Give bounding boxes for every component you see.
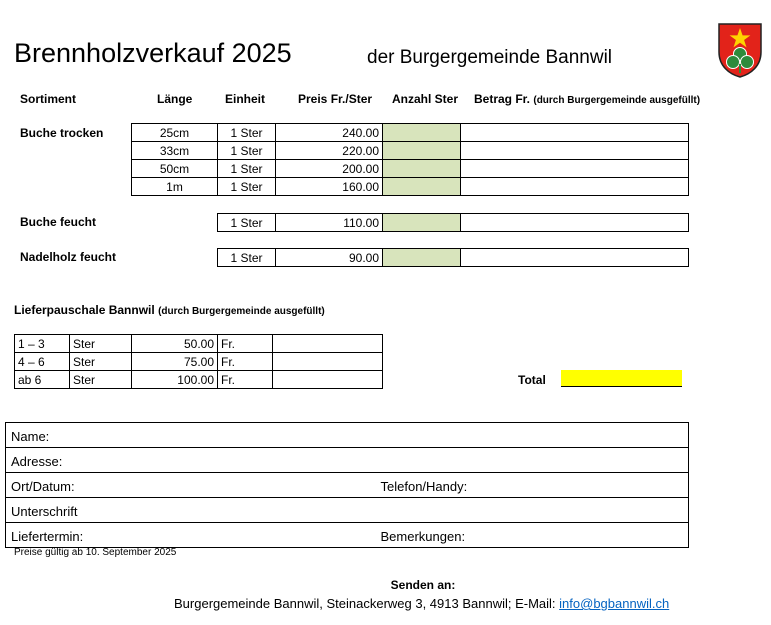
price-cell: 50.00: [132, 335, 218, 353]
laenge-cell: 25cm: [132, 124, 218, 142]
laenge-cell: 50cm: [132, 160, 218, 178]
col-header-anzahl: Anzahl Ster: [392, 92, 459, 106]
email-link[interactable]: info@bgbannwil.ch: [559, 596, 670, 611]
unit-cell: Ster: [70, 371, 132, 389]
currency-cell: Fr.: [218, 353, 273, 371]
laenge-cell: 33cm: [132, 142, 218, 160]
einheit-cell: 1 Ster: [218, 142, 276, 160]
buche-feucht-table: [217, 213, 689, 232]
table-row: [15, 371, 383, 389]
anzahl-input-cell[interactable]: [383, 249, 461, 267]
col-header-preis: Preis Fr./Ster: [298, 92, 373, 106]
col-header-betrag: [474, 92, 700, 106]
preis-cell: 200.00: [276, 160, 383, 178]
range-cell: 4 – 6: [15, 353, 70, 371]
total-label: Total: [518, 373, 546, 387]
einheit-cell: 1 Ster: [218, 249, 276, 267]
page-title: Brennholzverkauf 2025: [14, 38, 292, 68]
lieferpauschale-table: [14, 334, 383, 389]
unterschrift-field-extension[interactable]: [376, 498, 689, 523]
price-cell: 75.00: [132, 353, 218, 371]
table-row: [15, 353, 383, 371]
betrag-cell: [461, 178, 689, 196]
adresse-field-extension[interactable]: [376, 448, 689, 473]
buche-feucht-label: Buche feucht: [20, 215, 97, 229]
nadelholz-feucht-table: [217, 248, 689, 267]
lieferpauschale-title: [14, 303, 325, 317]
preis-cell: 90.00: [276, 249, 383, 267]
anzahl-input-cell[interactable]: [383, 142, 461, 160]
currency-cell: Fr.: [218, 371, 273, 389]
table-row: [132, 160, 689, 178]
telefon-field[interactable]: Telefon/Handy:: [376, 473, 689, 498]
col-header-sortiment: Sortiment: [20, 92, 77, 106]
form-row: [6, 448, 689, 473]
betrag-cell: [461, 160, 689, 178]
bemerkungen-field[interactable]: Bemerkungen:: [376, 523, 689, 548]
liefertermin-field[interactable]: Liefertermin:: [6, 523, 376, 548]
table-row: [15, 335, 383, 353]
address-text: Burgergemeinde Bannwil, Steinackerweg 3, 4913 Bannwil; E-Mail:: [174, 596, 560, 611]
price-cell: 100.00: [132, 371, 218, 389]
anzahl-input-cell[interactable]: [383, 124, 461, 142]
form-row: [6, 423, 689, 448]
send-to-label: Senden an:: [390, 578, 456, 592]
laenge-cell: 1m: [132, 178, 218, 196]
betrag-cell: [461, 124, 689, 142]
col-header-betrag-label: Betrag Fr.: [474, 92, 531, 106]
coat-of-arms-icon: [717, 22, 763, 78]
table-row: [218, 214, 689, 232]
betrag-cell: [461, 249, 689, 267]
col-header-einheit: Einheit: [225, 92, 266, 106]
name-field-extension[interactable]: [376, 423, 689, 448]
page-subtitle: der Burgergemeinde Bannwil: [367, 47, 613, 68]
amount-cell: [273, 353, 383, 371]
form-row: [6, 473, 689, 498]
preis-cell: 220.00: [276, 142, 383, 160]
currency-cell: Fr.: [218, 335, 273, 353]
customer-form: [5, 422, 689, 548]
adresse-field[interactable]: Adresse:: [6, 448, 376, 473]
table-row: [218, 249, 689, 267]
footer-address: [174, 596, 669, 611]
price-validity-note: Preise gültig ab 10. September 2025: [14, 547, 177, 558]
amount-cell: [273, 335, 383, 353]
buche-trocken-table: [131, 123, 689, 196]
nadelholz-feucht-label: Nadelholz feucht: [20, 250, 117, 264]
preis-cell: 160.00: [276, 178, 383, 196]
range-cell: ab 6: [15, 371, 70, 389]
range-cell: 1 – 3: [15, 335, 70, 353]
einheit-cell: 1 Ster: [218, 124, 276, 142]
name-field[interactable]: Name:: [6, 423, 376, 448]
amount-cell: [273, 371, 383, 389]
form-row: [6, 523, 689, 548]
unit-cell: Ster: [70, 353, 132, 371]
anzahl-input-cell[interactable]: [383, 178, 461, 196]
einheit-cell: 1 Ster: [218, 160, 276, 178]
unterschrift-field[interactable]: Unterschrift: [6, 498, 376, 523]
betrag-cell: [461, 142, 689, 160]
einheit-cell: 1 Ster: [218, 214, 276, 232]
preis-cell: 240.00: [276, 124, 383, 142]
preis-cell: 110.00: [276, 214, 383, 232]
total-field[interactable]: [561, 370, 682, 387]
col-header-betrag-note: (durch Burgergemeinde ausgefüllt): [533, 95, 701, 106]
einheit-cell: 1 Ster: [218, 178, 276, 196]
anzahl-input-cell[interactable]: [383, 214, 461, 232]
buche-trocken-label: Buche trocken: [20, 126, 104, 140]
col-header-laenge: Länge: [157, 92, 193, 106]
table-row: [132, 178, 689, 196]
table-row: [132, 142, 689, 160]
betrag-cell: [461, 214, 689, 232]
ort-datum-field[interactable]: Ort/Datum:: [6, 473, 376, 498]
unit-cell: Ster: [70, 335, 132, 353]
anzahl-input-cell[interactable]: [383, 160, 461, 178]
lieferpauschale-label: Lieferpauschale Bannwil: [14, 303, 155, 317]
table-row: [132, 124, 689, 142]
form-row: [6, 498, 689, 523]
lieferpauschale-note: (durch Burgergemeinde ausgefüllt): [158, 306, 325, 317]
